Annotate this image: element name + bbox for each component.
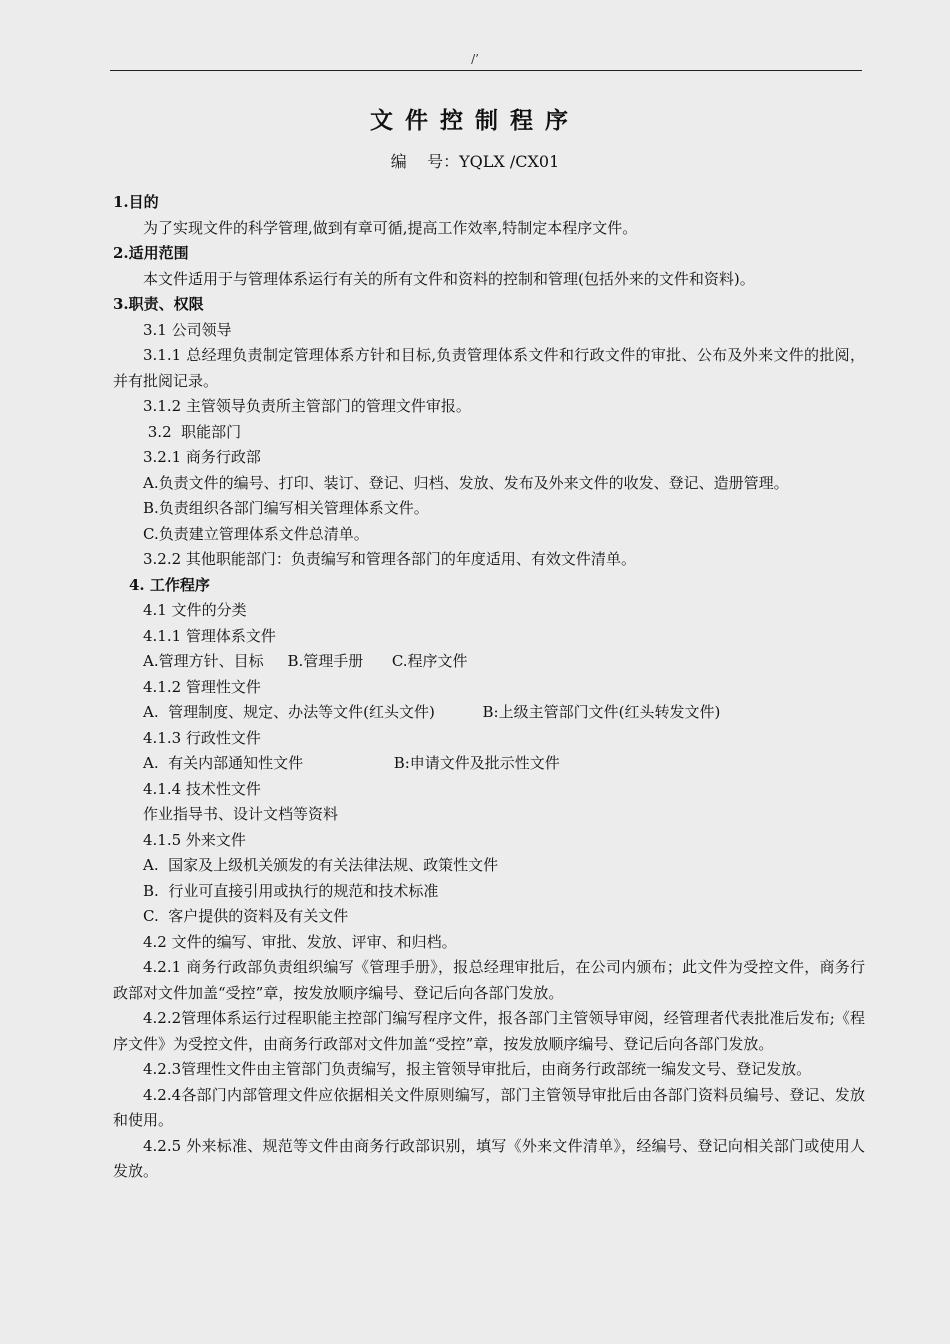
- section-3-2-1-c: C.负责建立管理体系文件总清单。: [143, 524, 369, 543]
- section-4-1-5: 4.1.5 外来文件: [143, 830, 246, 849]
- document-title: 文件控制程序: [370, 107, 580, 134]
- section-3-2-1-a: A.负责文件的编号、打印、装订、登记、归档、发放、发布及外来文件的收发、登记、造册管理。: [143, 473, 789, 492]
- section-4-1-4: 4.1.4 技术性文件: [143, 779, 261, 798]
- section-4-1-1: 4.1.1 管理体系文件: [143, 626, 276, 645]
- section-3-2-2: 3.2.2 其他职能部门：负责编写和管理各部门的年度适用、有效文件清单。: [143, 550, 636, 568]
- section-4-1-1-items: A.管理方针、目标 B.管理手册 C.程序文件: [143, 652, 468, 670]
- section-4-1-2: 4.1.2 管理性文件: [143, 677, 261, 696]
- section-4-1-4-text: 作业指导书、设计文档等资料: [143, 805, 339, 823]
- section-1-heading: 1.目的: [113, 193, 159, 211]
- section-3-2-1-b: B.负责组织各部门编写相关管理体系文件。: [143, 499, 429, 517]
- section-2-heading: 2.适用范围: [113, 244, 189, 262]
- section-4-1-5-a: A. 国家及上级机关颁发的有关法律法规、政策性文件: [143, 856, 499, 874]
- section-3-2-1: 3.2.1 商务行政部: [143, 448, 261, 466]
- section-3-2: 3.2 职能部门: [143, 422, 242, 441]
- section-4-2-3: 4.2.3管理性文件由主管部门负责编写，报主管领导审批后，由商务行政部统一编发文号、登记发放。: [143, 1060, 812, 1078]
- section-1-text: 为了实现文件的科学管理,做到有章可循,提高工作效率,特制定本程序文件。: [143, 218, 638, 237]
- section-4-2-5: 4.2.5 外来标准、规范等文件由商务行政部识别，填写《外来文件清单》，经编号、登记向相关部门或使用人发放。: [113, 1136, 865, 1180]
- section-4-1-2-items: A. 管理制度、规定、办法等文件(红头文件) B:上级主管部门文件(红头转发文件): [143, 703, 721, 721]
- section-3-heading: 3.职责、权限: [113, 295, 204, 313]
- section-4-2-2: 4.2.2管理体系运行过程职能主控部门编写程序文件，报各部门主管领导审阅，经管理者代表批准后发布;《程序文件》为受控文件，由商务行政部对文件加盖“受控”章，按发放顺序编号、登记后向各部门发放。: [113, 1009, 865, 1053]
- section-2-text: 本文件适用于与管理体系运行有关的所有文件和资料的控制和管理(包括外来的文件和资料)。: [143, 269, 755, 288]
- section-3-1-2: 3.1.2 主管领导负责所主管部门的管理文件审报。: [143, 397, 471, 415]
- document-body: [113, 190, 865, 1185]
- section-3-1-1: 3.1.1 总经理负责制定管理体系方针和目标,负责管理体系文件和行政文件的审批、公布及外来文件的批阅，并有批阅记录。: [113, 346, 865, 390]
- header-rule: [110, 70, 862, 71]
- section-4-2: 4.2 文件的编写、审批、发放、评审、和归档。: [143, 932, 457, 951]
- section-4-1-5-c: C. 客户提供的资料及有关文件: [143, 907, 349, 925]
- section-4-1-3-items: A. 有关内部通知性文件 B:申请文件及批示性文件: [143, 754, 560, 772]
- section-4-1: 4.1 文件的分类: [143, 601, 247, 619]
- section-4-1-5-b: B. 行业可直接引用或执行的规范和技术标准: [143, 881, 439, 900]
- section-4-2-1: 4.2.1 商务行政部负责组织编写《管理手册》，报总经理审批后，在公司内颁布；此文件为受控文件，商务行政部对文件加盖“受控”章，按发放顺序编号、登记后向各部门发放。: [113, 958, 865, 1002]
- section-3-1: 3.1 公司领导: [143, 320, 232, 339]
- header-mark: /’: [471, 52, 479, 66]
- document-number: 编 号：YQLX /CX01: [390, 152, 560, 171]
- section-4-1-3: 4.1.3 行政性文件: [143, 728, 261, 747]
- section-4-2-4: 4.2.4各部门内部管理文件应依据相关文件原则编写，部门主管领导审批后由各部门资料员编号、登记、发放和使用。: [113, 1085, 865, 1129]
- section-4-heading: 4. 工作程序: [129, 575, 210, 594]
